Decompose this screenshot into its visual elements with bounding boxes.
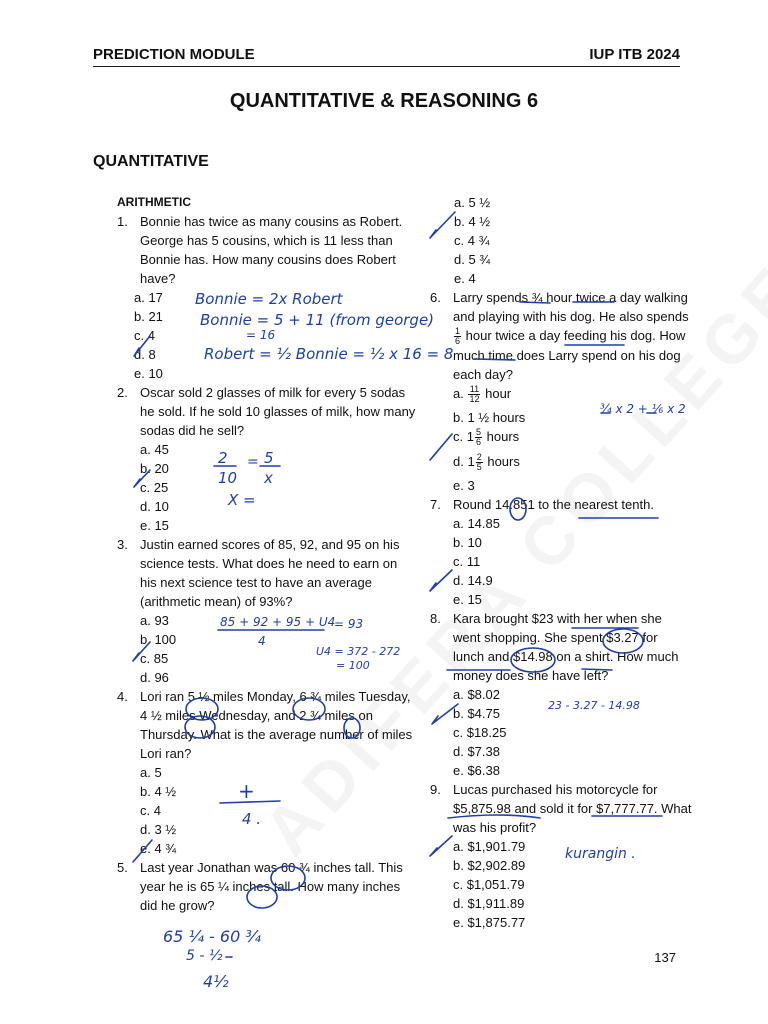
option: b. 4 ½	[140, 784, 177, 799]
question-text: Justin earned scores of 85, 92, and 95 on his science tests. What does he need to earn on his next science test to have an average (arithmetic mean) of 93%?	[140, 537, 400, 609]
option: c. 4 ¾	[454, 233, 490, 248]
option: e. $6.38	[453, 763, 500, 779]
option: a. 93	[140, 613, 169, 628]
handwritten-note: = 16	[246, 328, 276, 342]
handwritten-note: 4	[258, 634, 266, 648]
check-mark	[432, 704, 458, 724]
option: a. $8.02	[453, 687, 500, 703]
underline	[474, 302, 624, 360]
handwritten-note: 65 ¼ - 60 ¾	[163, 927, 261, 946]
handwritten-note: kurangin .	[565, 846, 636, 862]
question-number: 4.	[117, 689, 128, 704]
option: d. 5 ¾	[454, 252, 491, 267]
handwritten-note: 10	[218, 469, 238, 487]
option: e. 4 ¾	[140, 841, 177, 856]
header-left: PREDICTION MODULE	[93, 46, 255, 63]
question-number: 2.	[117, 385, 128, 400]
question-number: 5.	[117, 860, 128, 875]
handwritten-note: 23 - 3.27 - 14.98	[548, 699, 640, 712]
question-number: 7.	[430, 497, 441, 513]
handwritten-note: Robert = ½ Bonnie = ½ x 16 = 8	[204, 345, 454, 363]
option: a. $1,901.79	[453, 839, 526, 855]
option: e. 3	[453, 478, 475, 494]
handwritten-note: X =	[228, 491, 256, 509]
option: c. 1 $\frac{5}{6}$ hours	[453, 427, 520, 448]
handwritten-note: ¾ x 2 + ⅙ x 2	[600, 402, 686, 416]
check-mark	[430, 434, 452, 460]
option: e. 15	[140, 518, 169, 533]
question-text: Kara brought $23 with her when she went shopping. She spent $3.27 for lunch and $14.98 on a shirt. How much money does she have left?	[453, 611, 679, 684]
handwritten-note: x	[264, 469, 273, 487]
option: d. $1,911.89	[453, 896, 525, 912]
option: a. 17	[134, 290, 163, 305]
check-mark	[430, 836, 452, 856]
question-text-part: Larry spends ¾ hour twice a day walking and playing with his dog. He also spends	[453, 290, 689, 324]
handwritten-note: = 100	[336, 659, 370, 672]
circle-mark	[271, 866, 305, 890]
option: b. 4 ½	[454, 214, 491, 229]
check-mark	[430, 212, 455, 238]
handwritten-note: =	[247, 454, 259, 470]
handwritten-note: = 93	[334, 617, 364, 631]
handwritten-note: 5 - ½	[186, 948, 223, 964]
question-text: Bonnie has twice as many cousins as Robert. George has 5 cousins, which is 11 less than Bonnie has. How many cousins does Robert have?	[140, 214, 403, 286]
page-number: 137	[654, 950, 676, 965]
option: d. 8	[134, 347, 156, 362]
fraction: $\frac{1}{6}$	[455, 326, 461, 347]
option: c. $1,051.79	[453, 877, 525, 893]
fraction-line	[220, 801, 280, 803]
subsection-title: ARITHMETIC	[117, 195, 191, 209]
circle-mark	[344, 718, 360, 738]
header-right: IUP ITB 2024	[589, 46, 680, 63]
option: c. 25	[140, 480, 169, 495]
option: c. 4	[134, 328, 155, 343]
option: e. 15	[453, 592, 482, 608]
option: c. 85	[140, 651, 169, 666]
option: b. 100	[140, 632, 177, 647]
handwritten-note: +	[238, 779, 255, 803]
circle-mark	[293, 698, 325, 720]
option: b. $2,902.89	[453, 858, 526, 874]
circle-mark	[247, 886, 277, 908]
option: b. 20	[140, 461, 169, 476]
handwritten-note: 85 + 92 + 95 + U4	[220, 615, 336, 629]
question-number: 3.	[117, 537, 128, 552]
option: a. $\frac{11}{12}$ hour	[453, 384, 512, 405]
handwritten-note: 2	[218, 449, 228, 467]
question-text-part: hour twice a day feeding his dog. How much time does Larry spend on his dog each day?	[453, 328, 686, 383]
check-mark	[430, 570, 452, 591]
option: e. $1,875.77	[453, 915, 526, 931]
option: d. 1 $\frac{2}{5}$ hours	[453, 452, 520, 473]
question-number: 9.	[430, 782, 441, 798]
check-mark	[133, 642, 150, 661]
option: b. 10	[453, 535, 482, 551]
check-mark	[134, 470, 150, 487]
option: a. 45	[140, 442, 169, 457]
circle-mark	[603, 629, 643, 653]
circle-mark	[510, 498, 526, 520]
check-mark	[133, 840, 152, 862]
option: e. 4	[454, 271, 476, 286]
handwritten-note: 4 .	[242, 810, 262, 828]
option: d. 10	[140, 499, 169, 514]
option: a. 5 ½	[454, 195, 491, 210]
option: a. 5	[140, 765, 162, 780]
handwritten-note: Bonnie = 2x Robert	[195, 290, 343, 308]
option: c. $18.25	[453, 725, 507, 741]
option: c. 4	[140, 803, 161, 818]
option: d. 14.9	[453, 573, 493, 589]
handwritten-note: U4 = 372 - 272	[316, 645, 401, 658]
option: d. 96	[140, 670, 169, 685]
option: d. 3 ½	[140, 822, 177, 837]
option: a. 14.85	[453, 516, 500, 532]
question-text: Oscar sold 2 glasses of milk for every 5 sodas he sold. If he sold 10 glasses of milk, how many sodas did he sell?	[140, 385, 416, 438]
circle-mark	[511, 648, 555, 672]
section-title: QUANTITATIVE	[93, 153, 209, 170]
option: b. 21	[134, 309, 163, 324]
question-number: 6.	[430, 290, 441, 305]
underline	[448, 815, 662, 818]
option: e. 10	[134, 366, 163, 381]
handwritten-note: 4½	[203, 972, 229, 991]
question-text: Round 14.851 to the nearest tenth.	[453, 497, 654, 513]
question-text: Last year Jonathan was 60 ¾ inches tall. This year he is 65 ¼ inches tall. How many inches did he grow?	[140, 860, 403, 913]
question-number: 1.	[117, 214, 128, 229]
option: b. 1 ½ hours	[453, 410, 526, 426]
page-title: QUANTITATIVE & REASONING 6	[229, 90, 539, 112]
handwritten-note: Bonnie = 5 + 11 (from george)	[200, 311, 435, 329]
option: c. 11	[453, 554, 481, 570]
check-mark	[134, 336, 150, 356]
option: d. $7.38	[453, 744, 500, 760]
handwritten-note: 5	[264, 449, 274, 467]
option: b. $4.75	[453, 706, 500, 722]
question-text: Lucas purchased his motorcycle for $5,875.98 and sold it for $7,777.77. What was his profit?	[453, 782, 692, 836]
question-number: 8.	[430, 611, 441, 627]
question-text: Lori ran 5 ½ miles Monday, 6 ¾ miles Tuesday, 4 ½ miles Wednesday, and 2 ¾ miles on Thursday. What is the average number of miles Lori ran?	[140, 689, 413, 761]
